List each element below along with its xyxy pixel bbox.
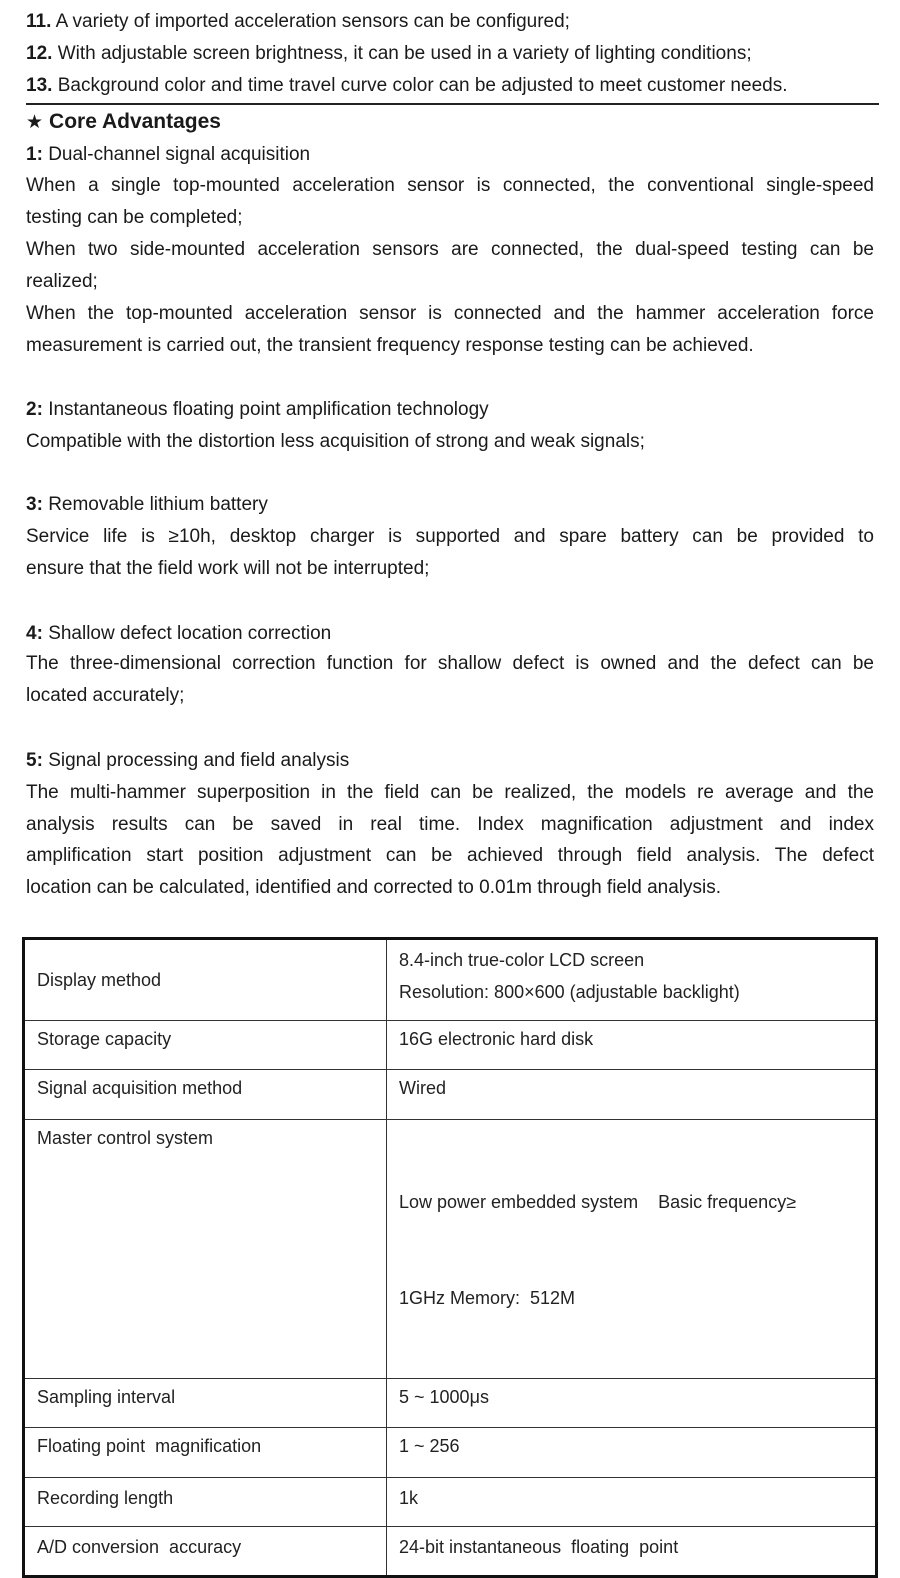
spec-key: Master control system — [24, 1120, 387, 1379]
section-title: 5: Signal processing and field analysis — [26, 750, 350, 771]
core-advantages-heading: ★ Core Advantages — [26, 110, 221, 133]
feature-item: 12. With adjustable screen brightness, it can be used in a variety of lighting conditions; — [26, 43, 752, 64]
paragraph-line: ensure that the field work will not be interrupted; — [26, 558, 430, 579]
paragraph-line: Compatible with the distortion less acquisition of strong and weak signals; — [26, 431, 645, 452]
spec-key: Recording length — [24, 1478, 387, 1527]
table-row — [24, 1120, 877, 1379]
section-title: 1: Dual-channel signal acquisition — [26, 144, 311, 165]
paragraph-line: Service life is ≥10h, desktop charger is supported and spare battery can be provided to — [26, 526, 874, 547]
paragraph-line: realized; — [26, 271, 98, 292]
spec-value: Low power embedded system Basic frequency≥ 1GHz Memory: 512M — [387, 1120, 877, 1379]
section-title: 4: Shallow defect location correction — [26, 623, 332, 644]
paragraph-line: When the top-mounted acceleration sensor is connected and the hammer acceleration force — [26, 303, 874, 324]
paragraph-line: When two side-mounted acceleration sensors are connected, the dual-speed testing can be — [26, 239, 874, 260]
spec-value: 8.4-inch true-color LCD screen Resolution: 800×600 (adjustable backlight) — [387, 939, 877, 1021]
table-row — [24, 1428, 877, 1478]
paragraph-line: location can be calculated, identified and corrected to 0.01m through field analysis. — [26, 877, 721, 898]
paragraph-line: measurement is carried out, the transient frequency response testing can be achieved. — [26, 335, 754, 356]
spec-value: 24-bit instantaneous floating point — [387, 1527, 877, 1577]
spec-value: Wired — [387, 1070, 877, 1120]
section-title: 3: Removable lithium battery — [26, 494, 268, 515]
paragraph-line: testing can be completed; — [26, 207, 243, 228]
feature-item: 13. Background color and time travel curve color can be adjusted to meet customer needs. — [26, 75, 788, 96]
spec-key: Sampling interval — [24, 1379, 387, 1428]
spec-key: Signal acquisition method — [24, 1070, 387, 1120]
spec-key: Storage capacity — [24, 1021, 387, 1070]
paragraph-line: The three-dimensional correction function for shallow defect is owned and the defect can be — [26, 653, 874, 674]
section-divider — [26, 103, 879, 105]
section-title: 2: Instantaneous floating point amplification technology — [26, 399, 489, 420]
feature-item: 11. A variety of imported acceleration sensors can be configured; — [26, 11, 570, 32]
paragraph-line: located accurately; — [26, 685, 185, 706]
spec-value: 5 ~ 1000μs — [387, 1379, 877, 1428]
spec-key: A/D conversion accuracy — [24, 1527, 387, 1577]
spec-key: Floating point magnification — [24, 1428, 387, 1478]
table-row — [24, 1527, 877, 1577]
spec-value: 1 ~ 256 — [387, 1428, 877, 1478]
paragraph-line: The multi-hammer superposition in the field can be realized, the models re average and the — [26, 782, 874, 803]
table-row — [24, 1478, 877, 1527]
table-row — [24, 1070, 877, 1120]
paragraph-line: analysis results can be saved in real time. Index magnification adjustment and index — [26, 814, 874, 835]
table-row — [24, 939, 877, 1021]
spec-key: Display method — [24, 939, 387, 1021]
paragraph-line: When a single top-mounted acceleration sensor is connected, the conventional single-speed — [26, 175, 874, 196]
paragraph-line: amplification start position adjustment can be achieved through field analysis. The defect — [26, 845, 874, 866]
spec-value: 16G electronic hard disk — [387, 1021, 877, 1070]
spec-table — [22, 937, 878, 1578]
spec-value: 1k — [387, 1478, 877, 1527]
star-icon: ★ — [26, 112, 44, 133]
table-row — [24, 1379, 877, 1428]
table-row — [24, 1021, 877, 1070]
